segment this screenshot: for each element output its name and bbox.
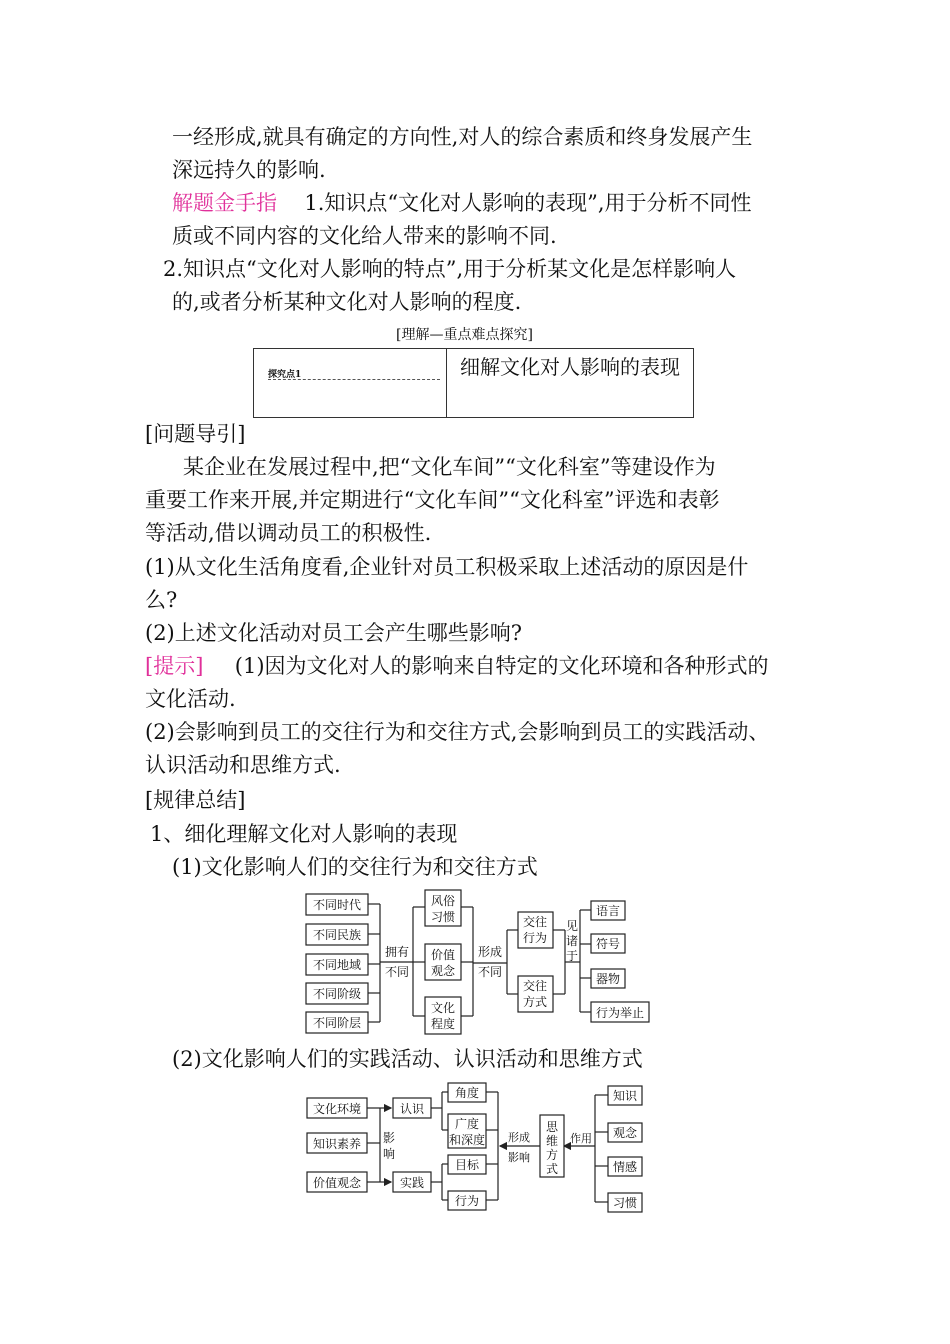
tips-paragraph-1 [172,188,752,218]
probe-table [253,348,694,418]
probe-title: 细解文化对人影响的表现 [460,355,680,379]
diagram1-left-1: 不同时代 [312,898,362,912]
diagram2-center-1: 思 [545,1120,559,1134]
diagram1-far-1: 语言 [595,904,621,918]
intro-line-2: 深远持久的影响. [172,158,326,182]
hint-a1-line-2: 文化活动. [145,687,236,711]
tips-p1-line-1: 1.知识点“文化对人影响的表现”,用于分析不同性 [304,191,752,215]
summary-sub-1: (1)文化影响人们的交往行为和交往方式 [172,855,538,879]
diagram2-influence-1: 影 [382,1131,396,1145]
diagram1-right-2b: 方式 [522,995,548,1009]
diagram2-right-1: 知识 [612,1089,638,1103]
diagram1-link3-3: 于 [565,949,579,963]
diagram1-left-4: 不同阶级 [312,987,362,1001]
diagram1-mid-1b: 习惯 [430,910,456,924]
diagram2-right-3: 情感 [612,1160,638,1174]
question-guide-label: [问题导引] [145,422,246,446]
diagram2-aspect-2a: 广度 [454,1117,480,1131]
diagram2-right-2: 观念 [612,1126,638,1140]
diagram2-left-3: 价值观念 [312,1176,362,1190]
diagram2-aspect-1: 角度 [454,1086,480,1100]
tips-p2-line-2: 的,或者分析某种文化对人影响的程度. [172,290,522,314]
probe-tag-underline [268,379,440,380]
summary-label: [规律总结] [145,788,246,812]
probe-tag: 探究点1 [268,370,302,380]
diagram2-act: 作用 [570,1132,592,1145]
diagram1-far-2: 符号 [595,937,621,951]
diagram2-center-2: 维 [545,1134,559,1148]
diagram1-link3-1: 见 [565,919,579,933]
diagram1-far-3: 器物 [595,972,621,986]
hint-label: [提示] [145,654,204,678]
diagram1-far-4: 行为举止 [595,1006,645,1020]
diagram2-aspect-2b: 和深度 [448,1133,486,1147]
diagram1-connectors [368,904,591,1022]
diagram1-link2-bottom: 不同 [477,965,503,979]
diagram2-aspect-3: 目标 [454,1158,480,1172]
tips-p2-line-1: 2.知识点“文化对人影响的特点”,用于分析某文化是怎样影响人 [163,257,737,281]
hint-a2-line-1: (2)会影响到员工的交往行为和交往方式,会影响到员工的实践活动、 [145,720,770,744]
diagram1-left-3: 不同地域 [312,958,362,972]
diagram2-right-4: 习惯 [612,1196,638,1210]
hint-a2-line-2: 认识活动和思维方式. [145,753,341,777]
question-para-line-1: 某企业在发展过程中,把“文化车间”“文化科室”等建设作为 [183,455,716,479]
diagram1-mid-3b: 程度 [430,1017,456,1031]
summary-item-1: 1、细化理解文化对人影响的表现 [150,822,458,846]
diagram-thinking [300,1080,660,1220]
diagram1-mid-2a: 价值 [430,948,456,962]
diagram1-right-1b: 行为 [522,931,548,945]
hint-paragraph-1 [145,651,769,681]
tips-label: 解题金手指 [172,191,277,215]
diagram1-left-5: 不同阶层 [312,1016,362,1030]
question-para-line-2: 重要工作来开展,并定期进行“文化车间”“文化科室”评选和表彰 [145,488,720,512]
diagram1-link3-2: 诸 [565,934,579,948]
diagram2-left-1: 文化环境 [312,1102,362,1116]
question-2: (2)上述文化活动对员工会产生哪些影响? [145,621,523,645]
diagram2-center-3: 方 [545,1148,559,1162]
diagram1-mid-1a: 风俗 [430,894,456,908]
intro-line-1: 一经形成,就具有确定的方向性,对人的综合素质和终身发展产生 [172,125,753,149]
section-heading: [理解—重点难点探究] [396,327,533,343]
diagram2-arrow-bottom: 影响 [508,1151,530,1164]
diagram2-center-4: 式 [545,1162,559,1176]
diagram1-mid-3a: 文化 [430,1001,456,1015]
question-para-line-3: 等活动,借以调动员工的积极性. [145,521,432,545]
diagram1-link1-top: 拥有 [384,945,410,959]
diagram1-link1-bottom: 不同 [384,965,410,979]
diagram1-right-1a: 交往 [522,915,548,929]
diagram1-right-2a: 交往 [522,979,548,993]
diagram2-mid-1: 认识 [399,1102,425,1116]
diagram1-link2-top: 形成 [477,945,503,959]
diagram1-left-2: 不同民族 [312,928,362,942]
diagram2-influence-2: 响 [382,1147,396,1161]
hint-a1-line-1: (1)因为文化对人的影响来自特定的文化环境和各种形式的 [234,654,769,678]
question-1-line-2: 么? [145,588,178,612]
tips-p1-line-2: 质或不同内容的文化给人带来的影响不同. [172,224,557,248]
diagram2-mid-2: 实践 [399,1176,425,1190]
summary-sub-2: (2)文化影响人们的实践活动、认识活动和思维方式 [172,1047,643,1071]
diagram-communication [300,888,660,1038]
question-1-line-1: (1)从文化生活角度看,企业针对员工积极采取上述活动的原因是什 [145,555,749,579]
diagram2-aspect-4: 行为 [454,1194,480,1208]
diagram2-arrow-top: 形成 [508,1131,530,1144]
diagram2-left-2: 知识素养 [312,1137,362,1151]
diagram1-mid-2b: 观念 [430,964,456,978]
